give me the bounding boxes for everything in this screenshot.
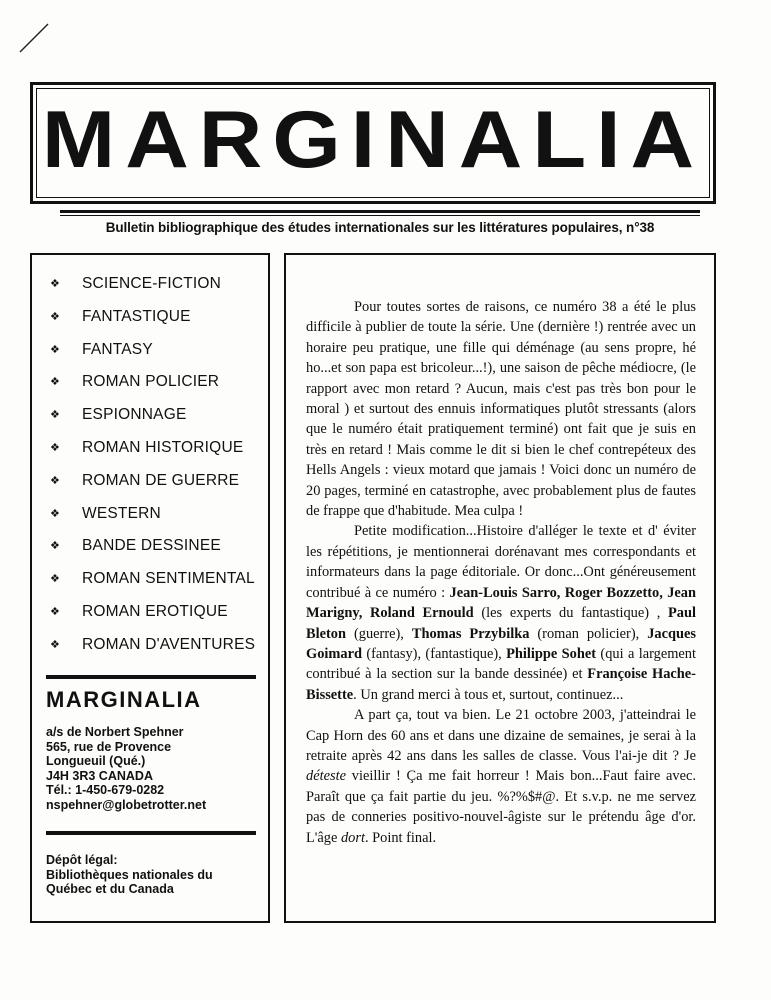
- masthead: [30, 82, 716, 204]
- depot-line: Dépôt légal:: [46, 853, 118, 867]
- genre-item: [50, 505, 255, 538]
- genre-item: [50, 570, 255, 603]
- editorial-paragraph: Pour toutes sortes de raisons, ce numéro 38 a été le plus difficile à publier de toute la série. Une (dernière !) rentrée avec un horaire peu pratique, une fille qui déménage (au sens propre, hé ho...et son papa est bricoleur...!), une saison de pêche médiocre, (le rapport avec mon retard ? Aucun, mais c'est pas très bon pour le moral ) et surtout des ennuis informatiques plutôt stressants (alors que le numéro était pratiquement terminé) ont fait que je suis en très en retard ! Mais comme le dit si bien le chef contrepéteux des Hells Angels : vieux motard que jamais ! Voici donc un numéro de 20 pages, terminé en catastrophe, avec probablement plus de fautes de frappe que d'habitude. Mea culpa !: [306, 299, 696, 520]
- sidebar-box: [30, 253, 270, 923]
- divider-rule: [46, 675, 256, 679]
- subtitle-rule-thin: [60, 215, 700, 216]
- editorial-paragraph: [306, 705, 696, 848]
- diamond-bullet-icon: ❖: [50, 573, 61, 586]
- genre-label: ROMAN D'AVENTURES: [82, 635, 256, 653]
- contributor-name: Jacques Goimard: [306, 625, 696, 662]
- contributor-name: Thomas Przybilka: [411, 625, 530, 642]
- genre-item: [50, 275, 255, 308]
- genre-label: ROMAN HISTORIQUE: [82, 438, 244, 456]
- paragraph-text: (qui a largement contribué à la section sur la bande dessinée) et: [306, 645, 696, 683]
- masthead-title: MARGINALIA: [41, 93, 705, 185]
- genre-label: SCIENCE-FICTION: [82, 275, 222, 292]
- emphasis: déteste: [306, 768, 346, 785]
- diamond-bullet-icon: ❖: [50, 376, 61, 389]
- editorial-box: [284, 253, 716, 923]
- genre-item: [50, 636, 255, 669]
- editorial-paragraph: [306, 521, 696, 705]
- genre-label: FANTASTIQUE: [82, 307, 191, 325]
- bulletin-subtitle: Bulletin bibliographique des études internationales sur les littératures populaires, n°38: [105, 220, 655, 235]
- genre-item: [50, 439, 255, 472]
- editorial-text: [306, 297, 696, 848]
- genre-item: [50, 406, 255, 439]
- contact-title: MARGINALIA: [46, 687, 202, 712]
- genre-label: ROMAN EROTIQUE: [82, 602, 228, 620]
- depot-line: Québec et du Canada: [46, 882, 174, 896]
- address-line: 565, rue de Provence: [46, 739, 172, 754]
- address-line: Longueuil (Qué.): [46, 754, 146, 768]
- genre-item: [50, 341, 255, 374]
- paragraph-text: A part ça, tout va bien. Le 21 octobre 2003, j'atteindrai le Cap Horn des 60 ans et dans une dizaine de semaines, je serai à la retraite après 42 ans dans les salles de classe. Vous l'ai-je dit ? Je: [306, 707, 696, 764]
- paragraph-text: Petite modification...Histoire d'alléger le texte et d' éviter les répétitions, je mentionnerai dorénavant mes correspondants et informateurs dans la page éditoriale. Or donc...Ont généreusement contribué à ce numéro :: [306, 523, 696, 601]
- emphasis: dort: [340, 829, 365, 846]
- genre-label: WESTERN: [82, 504, 161, 522]
- address-line: J4H 3R3 CANADA: [46, 768, 153, 783]
- diamond-bullet-icon: ❖: [50, 310, 61, 323]
- genre-item: [50, 603, 255, 636]
- phone-line: Tél.: 1-450-679-0282: [46, 783, 165, 797]
- genre-label: BANDE DESSINEE: [82, 537, 221, 555]
- divider-rule: [46, 831, 256, 835]
- paragraph-text: (les experts du fantastique) ,: [473, 605, 668, 622]
- subtitle-rule-thick: [60, 210, 700, 213]
- depot-line: Bibliothèques nationales du: [46, 867, 213, 882]
- genre-label: FANTASY: [82, 340, 153, 358]
- contributor-name: Philippe Sohet: [506, 645, 597, 662]
- paragraph-text: . Point final.: [364, 829, 437, 846]
- paragraph-text: vieillir ! Ça me fait horreur ! Mais bon...Faut faire avec. Paraît que ça fait partie du jeu. %?%$#@. Et s.v.p. ne me servez pas de conneries positivo-nouvel-âgiste sur le prétendu âge d'or. L'âge: [306, 768, 696, 846]
- diamond-bullet-icon: ❖: [50, 441, 61, 454]
- contributor-name: Paul Bleton: [306, 605, 696, 642]
- paragraph-text: (roman policier),: [529, 625, 648, 642]
- genre-label: ROMAN POLICIER: [82, 373, 220, 391]
- subtitle-bar: [60, 210, 700, 235]
- genre-list: [50, 275, 255, 669]
- genre-item: [50, 373, 255, 406]
- genre-item: [50, 472, 255, 505]
- diamond-bullet-icon: ❖: [50, 507, 61, 520]
- genre-label: ESPIONNAGE: [82, 406, 187, 424]
- genre-label: ROMAN DE GUERRE: [82, 471, 240, 489]
- diamond-bullet-icon: ❖: [50, 540, 61, 553]
- paragraph-text: (guerre),: [345, 625, 412, 642]
- genre-label: ROMAN SENTIMENTAL: [82, 570, 255, 588]
- legal-deposit: [46, 853, 213, 897]
- paragraph-text: (fantasy), (fantastique),: [361, 645, 507, 662]
- diamond-bullet-icon: ❖: [50, 638, 61, 651]
- contact-address: [46, 725, 206, 812]
- address-line: a/s de Norbert Spehner: [46, 725, 184, 739]
- contributor-names: Jean-Louis Sarro, Roger Bozzetto, Jean Marigny, Roland Ernould: [306, 584, 697, 622]
- genre-item: [50, 308, 255, 341]
- contributor-name: Françoise Hache-Bissette: [306, 666, 696, 703]
- pen-stroke-mark: [18, 20, 58, 60]
- paragraph-text: . Un grand merci à tous et, surtout, continuez...: [353, 686, 624, 703]
- diamond-bullet-icon: ❖: [50, 343, 61, 356]
- diamond-bullet-icon: ❖: [50, 474, 61, 487]
- email-address: nspehner@globetrotter.net: [46, 797, 207, 812]
- diamond-bullet-icon: ❖: [50, 409, 61, 422]
- diamond-bullet-icon: ❖: [50, 605, 61, 618]
- diamond-bullet-icon: ❖: [50, 278, 61, 290]
- genre-item: [50, 537, 255, 570]
